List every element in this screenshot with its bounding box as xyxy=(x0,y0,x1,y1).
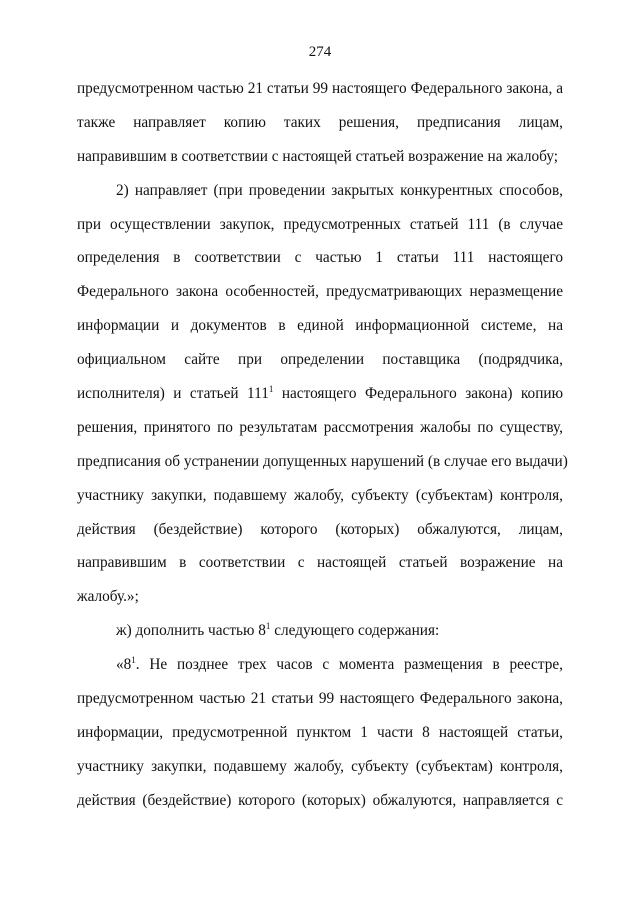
text-line: жалобу.»; xyxy=(77,588,139,606)
text-line: решения, принятого по результатам рассмотрения жалобы по существу, xyxy=(77,418,563,436)
text-line: также направляет копию таких решения, предписания лицам, xyxy=(77,113,563,131)
text-fragment: . Не позднее трех часов с момента размещения в реестре, xyxy=(135,656,563,674)
text-fragment: «8 xyxy=(116,656,132,674)
text-line: 2) направляет (при проведении закрытых конкурентных способов, xyxy=(116,181,563,199)
text-fragment: следующего содержания: xyxy=(270,622,440,640)
text-line: участнику закупки, подавшему жалобу, субъекту (субъектам) контроля, xyxy=(77,486,563,504)
text-line: предусмотренном частью 21 статьи 99 настоящего Федерального закона, xyxy=(77,690,563,708)
superscript: 1 xyxy=(268,384,274,395)
text-line: предписания об устранении допущенных нарушений (в случае его выдачи) xyxy=(77,452,568,470)
text-line: Федерального закона особенностей, предусматривающих неразмещение xyxy=(77,283,563,301)
text-line xyxy=(77,377,563,411)
text-fragment: настоящего Федерального закона) копию xyxy=(273,385,563,403)
text-fragment: ж) дополнить частью 8 xyxy=(116,622,266,640)
page-number: 274 xyxy=(308,44,332,60)
text-line xyxy=(77,614,563,648)
superscript: 1 xyxy=(131,655,136,666)
text-line: действия (бездействие) которого (которых) обжалуются, направляется с xyxy=(77,791,563,809)
text-line: информации, предусмотренной пунктом 1 части 8 настоящей статьи, xyxy=(77,723,563,741)
text-line: при осуществлении закупок, предусмотренных статьей 111 (в случае xyxy=(77,215,563,233)
text-line: направившим в соответствии с настоящей статьей возражение на жалобу; xyxy=(77,147,559,165)
text-line: действия (бездействие) которого (которых) обжалуются, лицам, xyxy=(77,520,563,538)
text-fragment: исполнителя) и статьей 111 xyxy=(77,385,269,403)
text-line: определения в соответствии с частью 1 статьи 111 настоящего xyxy=(77,249,563,267)
text-line: направившим в соответствии с настоящей статьей возражение на xyxy=(77,554,563,572)
text-line: предусмотренном частью 21 статьи 99 настоящего Федерального закона, а xyxy=(77,80,563,97)
text-line: участнику закупки, подавшему жалобу, субъекту (субъектам) контроля, xyxy=(77,757,563,775)
text-line: официальном сайте при определении поставщика (подрядчика, xyxy=(77,351,563,369)
text-line xyxy=(77,648,563,682)
document-body xyxy=(77,72,568,818)
superscript: 1 xyxy=(265,621,271,632)
text-line: информации и документов в единой информационной системе, на xyxy=(77,317,563,335)
